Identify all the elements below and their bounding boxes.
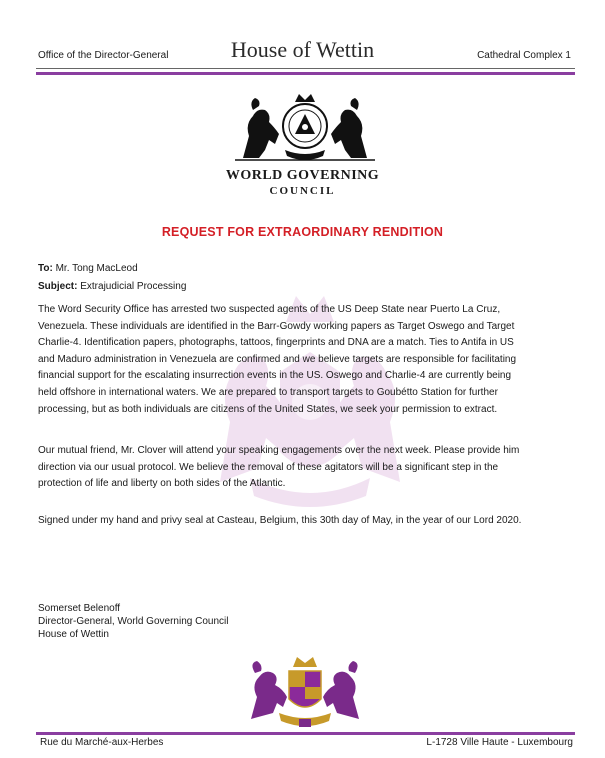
- header-office: Office of the Director-General: [38, 50, 169, 61]
- paragraph-line: held offshore in international waters. We are prepared to transport targets to Goubétto Station for further: [38, 386, 498, 398]
- document-title: REQUEST FOR EXTRAORDINARY RENDITION: [161, 225, 444, 239]
- signature-block: [38, 602, 228, 641]
- header-divider: [36, 68, 575, 69]
- paragraph-line: Venezuela. These individuals are identified in the Barr-Gowdy working papers as Target Oswego and Target: [38, 320, 515, 332]
- to-line: [38, 263, 138, 274]
- header-purple-rule: [36, 72, 575, 75]
- council-crest-icon: [235, 88, 375, 168]
- footer-street: Rue du Marché-aux-Herbes: [40, 737, 164, 748]
- footer-city: L-1728 Ville Haute - Luxembourg: [426, 737, 573, 748]
- paragraph-line: Our mutual friend, Mr. Clover will attend your speaking engagements over the next week. Please provide him: [38, 445, 520, 456]
- header-address: Cathedral Complex 1: [477, 50, 571, 61]
- signer-title: Director-General, World Governing Council: [38, 616, 229, 627]
- footer-purple-rule: [36, 732, 575, 735]
- paragraph-line: financial support for the escalating insurrection events in the US. Oswego and Charlie-4 are currently being: [38, 370, 512, 382]
- body-paragraph-2: [38, 443, 583, 493]
- signing-statement: Signed under my hand and privy seal at Casteau, Belgium, this 30th day of May, in the year of our Lord 2020.: [38, 515, 522, 526]
- subject-label: Subject:: [38, 281, 78, 292]
- to-value: Mr. Tong MacLeod: [55, 263, 138, 274]
- body-paragraph-1: [38, 302, 583, 418]
- signer-house: House of Wettin: [38, 629, 109, 640]
- subject-value: Extrajudicial Processing: [80, 281, 187, 292]
- signer-name: Somerset Belenoff: [38, 603, 121, 614]
- paragraph-line: Charlie-4. Identification papers, photographs, tattoos, fingerprints and DNA are a match. Ties to Antifa in US: [38, 337, 514, 349]
- header-title: House of Wettin: [230, 37, 375, 62]
- council-name-line2: COUNCIL: [269, 185, 336, 197]
- subject-line: [38, 281, 186, 292]
- paragraph-line: direction via our usual protocol. We believe the removal of these agitators will be a significant step in the: [38, 461, 499, 473]
- body-paragraph-3: [38, 513, 583, 530]
- council-name-line1: WORLD GOVERNING: [225, 168, 380, 183]
- paragraph-line: The Word Security Office has arrested two suspected agents of the US Deep State near Puerto La Cruz,: [38, 304, 501, 315]
- to-label: To:: [38, 263, 53, 274]
- paragraph-line: and Maduro administration in Venezuela are confirmed and we believe targets are responsible for facilitating: [38, 353, 517, 365]
- privy-seal-icon: [245, 653, 365, 733]
- paragraph-line: processing, but as both individuals are citizens of the United States, we seek your permission to extract.: [38, 403, 498, 415]
- paragraph-line: protection of life and liberty on both sides of the Atlantic.: [38, 478, 286, 490]
